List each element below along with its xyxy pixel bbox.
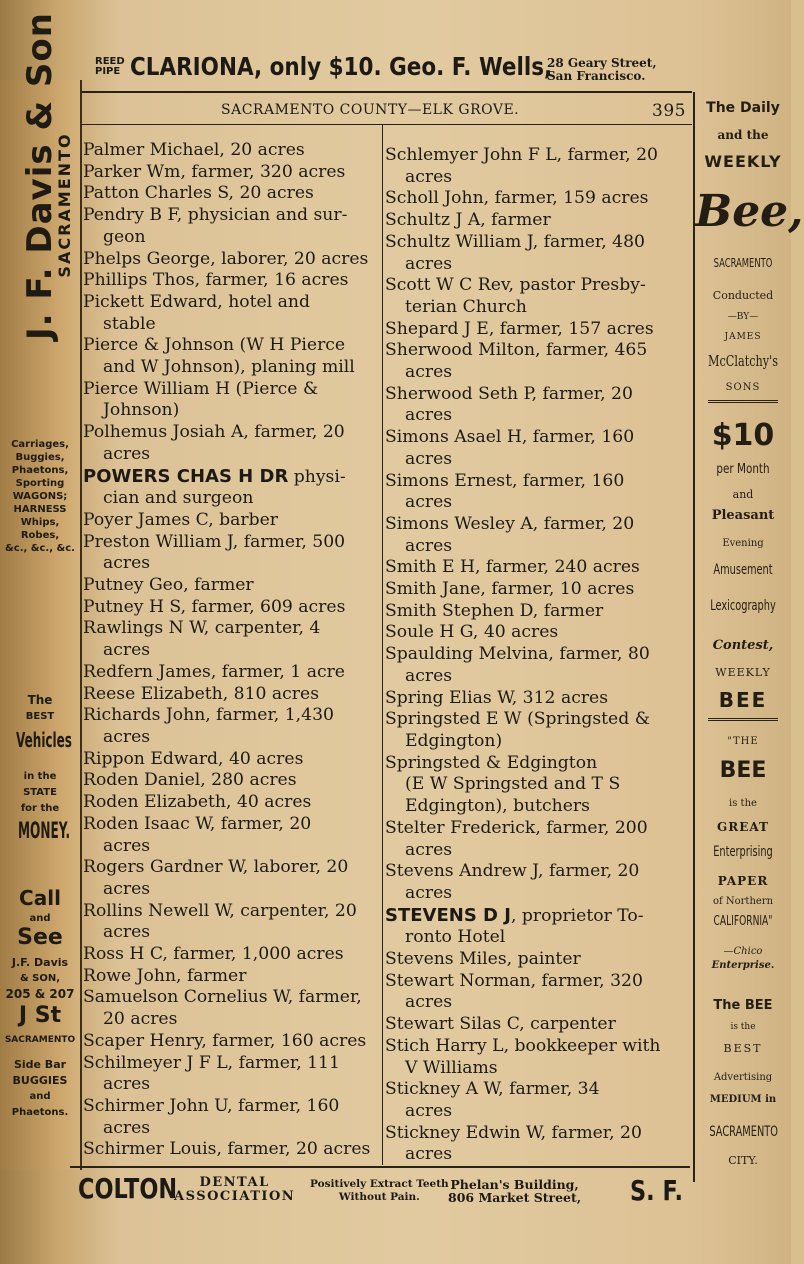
entry-text: Roden Daniel, 280 acres <box>83 770 297 791</box>
bottom-advertisement <box>78 1172 698 1212</box>
davis-in-the: in the <box>23 771 57 782</box>
directory-entry <box>385 340 687 383</box>
directory-entry <box>83 575 380 597</box>
entry-continuation: (E W Springsted and T S <box>405 774 621 795</box>
bee-california: CALIFORNIA" <box>713 914 773 929</box>
directory-entry <box>385 601 687 623</box>
entry-text: Spaulding Melvina, farmer, 80 <box>385 644 650 665</box>
directory-entry <box>385 188 687 210</box>
directory-entry <box>385 1123 687 1166</box>
bee-bee-3: BEE <box>719 758 767 783</box>
header-rule <box>80 124 692 125</box>
entry-text: Schirmer John U, farmer, 160 <box>83 1095 340 1116</box>
entry-text: Palmer Michael, 20 acres <box>83 140 305 160</box>
directory-entry <box>83 814 380 857</box>
davis-phaetons: Phaetons. <box>11 1107 69 1118</box>
directory-entry <box>385 949 687 971</box>
entry-text: Richards John, farmer, 1,430 <box>83 705 334 726</box>
bee-is-the: is the <box>729 798 757 809</box>
bee-divider-2 <box>708 718 778 721</box>
directory-entry <box>385 275 687 318</box>
entry-text: Reese Elizabeth, 810 acres <box>83 683 320 704</box>
san-francisco-abbrev: S. F. <box>630 1174 683 1207</box>
directory-entry <box>385 319 687 341</box>
entry-continuation: acres <box>103 835 151 856</box>
entry-text: Parker Wm, farmer, 320 acres <box>83 161 346 182</box>
entry-continuation: V Williams <box>405 1057 498 1078</box>
directory-entry <box>385 709 687 752</box>
entry-text: Phelps George, laborer, 20 acres <box>83 248 369 269</box>
davis-money: MONEY. <box>18 819 71 844</box>
page-header <box>86 100 686 122</box>
entry-continuation: acres <box>103 1074 151 1095</box>
entry-name-bold: POWERS CHAS H DR <box>83 465 289 487</box>
entry-text: Poyer James C, barber <box>83 509 278 530</box>
entry-text: Polhemus Josiah A, farmer, 20 <box>83 422 345 443</box>
entry-text: Schlemyer John F L, farmer, 20 <box>385 145 658 165</box>
entry-continuation: acres <box>103 1117 151 1138</box>
directory-entry <box>83 1096 380 1139</box>
entry-text: Patton Charles S, 20 acres <box>83 183 314 204</box>
entry-text: Scott W C Rev, pastor Presby- <box>385 275 646 296</box>
entry-text: Rippon Edward, 40 acres <box>83 748 304 769</box>
entry-text: Ross H C, farmer, 1,000 acres <box>83 944 344 965</box>
entry-text: Rawlings N W, carpenter, 4 <box>83 618 321 639</box>
entry-text: Roden Isaac W, farmer, 20 <box>83 813 312 834</box>
colton-name: COLTON <box>78 1172 178 1205</box>
entry-continuation: acres <box>405 166 453 187</box>
bee-the-daily: The Daily <box>706 100 780 116</box>
entry-continuation: geon <box>103 226 146 247</box>
bee-and-the: and the <box>717 128 769 142</box>
davis-address: 205 & 207 <box>5 987 75 1001</box>
entry-continuation: acres <box>405 665 453 686</box>
entry-text: Schultz William J, farmer, 480 <box>385 231 645 252</box>
entry-text: Simons Asael H, farmer, 160 <box>385 427 635 448</box>
extract-teeth-slogan: Positively Extract Teeth Without Pain. <box>310 1178 449 1203</box>
entry-text: Rowe John, farmer <box>83 965 247 986</box>
directory-entry <box>83 684 380 706</box>
bee-conducted: Conducted <box>712 289 774 302</box>
directory-entry <box>83 270 380 292</box>
entry-continuation: ronto Hotel <box>405 927 506 948</box>
left-listing-column <box>83 140 380 1161</box>
directory-entry <box>83 466 380 510</box>
entry-continuation: acres <box>405 253 453 274</box>
bee-contest: Contest, <box>712 638 774 653</box>
entry-text: Stich Harry L, bookkeeper with <box>385 1035 661 1056</box>
entry-continuation: acres <box>405 448 453 469</box>
directory-entry <box>83 249 380 271</box>
entry-continuation: stable <box>103 313 156 334</box>
entry-continuation: acres <box>103 922 151 943</box>
entry-continuation: Edgington) <box>405 730 503 751</box>
bee-by: —BY— <box>727 312 759 322</box>
entry-text: Preston William J, farmer, 500 <box>83 531 346 552</box>
directory-entry <box>385 427 687 470</box>
entry-continuation: acres <box>103 726 151 747</box>
davis-the: The <box>27 693 53 707</box>
bee-great: GREAT <box>717 820 769 834</box>
entry-continuation: 20 acres <box>103 1009 178 1030</box>
entry-text: Pendry B F, physician and sur- <box>83 205 348 226</box>
bee-pleasant: Pleasant <box>711 508 775 523</box>
directory-entry <box>385 861 687 904</box>
davis-buggies: BUGGIES <box>12 1074 68 1087</box>
entry-text: Soule H G, 40 acres <box>385 622 559 643</box>
entry-continuation: terian Church <box>405 296 527 317</box>
reed-pipe-label: REED PIPE <box>95 55 125 77</box>
top-advertisement <box>95 52 695 88</box>
bee-and: and <box>732 488 754 501</box>
page-number: 395 <box>652 101 686 121</box>
phelan-building-address: Phelan's Building, 806 Market Street, <box>448 1177 582 1205</box>
bee-the-bee: The BEE <box>713 998 773 1013</box>
directory-entry <box>385 514 687 557</box>
entry-continuation: acres <box>405 1144 453 1165</box>
directory-entry <box>83 792 380 814</box>
entry-text: Redfern James, farmer, 1 acre <box>83 661 345 682</box>
directory-entry <box>83 1053 380 1096</box>
entry-text: Smith Jane, farmer, 10 acres <box>385 579 635 600</box>
davis-call: Call <box>19 886 61 910</box>
entry-continuation: acres <box>405 1100 453 1121</box>
entry-continuation: acres <box>103 640 151 661</box>
entry-continuation: acres <box>103 553 151 574</box>
davis-best: BEST <box>25 711 55 722</box>
davis-sacramento: SACRAMENTO <box>4 1035 76 1045</box>
directory-entry <box>83 705 380 748</box>
entry-continuation: acres <box>405 992 453 1013</box>
entry-text: Shepard J E, farmer, 157 acres <box>385 318 654 339</box>
bee-lexicography: Lexicography <box>710 598 776 614</box>
davis-son: & SON, <box>19 973 61 984</box>
entry-continuation: acres <box>405 839 453 860</box>
bee-advertising: Advertising <box>713 1072 773 1083</box>
entry-continuation: acres <box>405 405 453 426</box>
entry-text: Sherwood Milton, farmer, 465 <box>385 340 648 361</box>
directory-entry <box>83 662 380 684</box>
directory-entry <box>83 422 380 465</box>
directory-entry <box>83 510 380 532</box>
entry-text: , proprietor To- <box>510 905 644 926</box>
dental-association: DENTAL ASSOCIATION <box>174 1175 296 1204</box>
davis-side-bar: Side Bar <box>13 1058 67 1071</box>
directory-entry <box>385 232 687 275</box>
bee-logo: Bee, <box>695 186 804 237</box>
bee-of-northern: of Northern <box>712 896 774 907</box>
directory-entry <box>385 818 687 861</box>
page-title: SACRAMENTO COUNTY—ELK GROVE. <box>221 102 520 118</box>
directory-entry <box>83 597 380 619</box>
davis-vehicles: Vehicles <box>16 728 72 752</box>
entry-text: Samuelson Cornelius W, farmer, <box>83 987 362 1008</box>
entry-text: physi- <box>288 466 346 487</box>
entry-text: Simons Ernest, farmer, 160 <box>385 470 625 491</box>
directory-entry <box>83 770 380 792</box>
directory-entry <box>385 1079 687 1122</box>
entry-text: Schultz J A, farmer <box>385 210 551 231</box>
entry-continuation: cian and surgeon <box>103 488 254 509</box>
directory-entry <box>385 1036 687 1079</box>
davis-and: and <box>29 913 51 924</box>
directory-entry <box>385 557 687 579</box>
directory-entry <box>385 905 687 949</box>
entry-text: Smith E H, farmer, 240 acres <box>385 557 640 578</box>
directory-entry <box>83 944 380 966</box>
bee-enterprise: Enterprise. <box>711 960 775 971</box>
bee-divider-1 <box>708 400 778 403</box>
bee-enterprising: Enterprising <box>713 844 773 860</box>
entry-text: Stickney Edwin W, farmer, 20 <box>385 1122 642 1143</box>
left-advertisement <box>0 12 82 1170</box>
entry-text: Scholl John, farmer, 159 acres <box>385 188 649 209</box>
entry-text: Pierce William H (Pierce & <box>83 378 319 399</box>
entry-continuation: Johnson) <box>103 400 180 421</box>
directory-entry <box>83 749 380 771</box>
directory-entry <box>83 379 380 422</box>
entry-continuation: acres <box>405 362 453 383</box>
bee-is-the-2: is the <box>730 1022 756 1032</box>
bee-sons: SONS <box>725 382 761 393</box>
directory-entry <box>385 753 687 818</box>
entry-text: Smith Stephen D, farmer <box>385 600 604 621</box>
davis-goods-list: Carriages, Buggies, Phaetons, Sporting WAGONS; HARNESS Whips, Robes, &c., &c., &c. <box>5 439 75 554</box>
bee-weekly: WEEKLY <box>704 152 782 171</box>
bee-james: JAMES <box>724 332 762 342</box>
bee-evening: Evening <box>722 538 764 549</box>
davis-firm-name: J. F. Davis & Son <box>20 12 60 340</box>
directory-entry <box>385 622 687 644</box>
bee-paper: PAPER <box>717 874 769 888</box>
entry-text: Roden Elizabeth, 40 acres <box>83 792 312 813</box>
entry-text: Sherwood Seth P, farmer, 20 <box>385 383 633 404</box>
directory-entry <box>83 987 380 1030</box>
entry-continuation: acres <box>405 882 453 903</box>
directory-entry <box>83 335 380 378</box>
entry-text: Pickett Edward, hotel and <box>83 291 310 312</box>
directory-entry <box>83 901 380 944</box>
entry-text: Rogers Gardner W, laborer, 20 <box>83 857 349 878</box>
entry-text: Phillips Thos, farmer, 16 acres <box>83 270 349 291</box>
bee-weekly-2: WEEKLY <box>715 666 771 679</box>
bee-best: BEST <box>723 1042 763 1055</box>
entry-text: Spring Elias W, 312 acres <box>385 687 609 708</box>
directory-entry <box>83 618 380 661</box>
directory-entry <box>83 966 380 988</box>
bee-city: CITY. <box>728 1154 758 1167</box>
bee-per-month: per Month <box>716 462 770 477</box>
entry-text: Putney Geo, farmer <box>83 575 254 596</box>
directory-entry <box>83 162 380 184</box>
entry-text: Stewart Norman, farmer, 320 <box>385 970 643 991</box>
directory-entry <box>83 857 380 900</box>
directory-entry <box>83 140 380 162</box>
bottom-rule <box>70 1166 690 1168</box>
directory-entry <box>83 1031 380 1053</box>
entry-name-bold: STEVENS D J <box>385 904 511 926</box>
bee-sacramento: SACRAMENTO <box>713 256 773 270</box>
entry-continuation: Edgington), butchers <box>405 796 590 817</box>
entry-text: Stickney A W, farmer, 34 <box>385 1079 600 1100</box>
directory-entry <box>83 532 380 575</box>
entry-text: Stevens Andrew J, farmer, 20 <box>385 861 640 882</box>
clariona-ad-text: CLARIONA, only $10. Geo. F. Wells, <box>129 52 552 81</box>
directory-entry <box>385 579 687 601</box>
wells-address: 28 Geary Street, San Francisco. <box>547 56 657 83</box>
entry-text: Schirmer Louis, farmer, 20 acres <box>83 1139 371 1160</box>
directory-entry <box>83 205 380 248</box>
directory-entry <box>83 183 380 205</box>
entry-text: Stewart Silas C, carpenter <box>385 1014 616 1035</box>
directory-entry <box>385 471 687 514</box>
davis-state: STATE <box>23 787 57 798</box>
entry-text: Scaper Henry, farmer, 160 acres <box>83 1030 367 1051</box>
bee-quote-the: "THE <box>727 736 759 747</box>
right-advertisement <box>693 92 804 1182</box>
entry-continuation: acres <box>405 535 453 556</box>
directory-entry <box>385 384 687 427</box>
entry-text: Springsted E W (Springsted & <box>385 709 650 730</box>
top-rule <box>80 91 692 93</box>
davis-see: See <box>17 925 63 950</box>
directory-entry <box>83 292 380 335</box>
davis-j-st: J St <box>18 1003 62 1028</box>
entry-continuation: and W Johnson), planing mill <box>103 357 355 378</box>
entry-continuation: acres <box>405 492 453 513</box>
entry-continuation: acres <box>103 443 151 464</box>
entry-text: Springsted & Edgington <box>385 752 598 773</box>
bee-sacramento-2: SACRAMENTO <box>709 1124 778 1140</box>
directory-entry <box>83 1139 380 1161</box>
directory-entry <box>385 145 687 188</box>
directory-entry <box>385 644 687 687</box>
davis-city: SACRAMENTO <box>55 132 74 278</box>
davis-jf-davis: J.F. Davis <box>11 956 69 969</box>
davis-for-the: for the <box>20 803 60 814</box>
bee-amusement: Amusement <box>713 562 773 578</box>
column-divider <box>382 125 383 1165</box>
directory-entry <box>385 688 687 710</box>
entry-text: Stevens Miles, painter <box>385 949 581 970</box>
directory-entry <box>385 971 687 1014</box>
middle-listing-column <box>385 145 687 1166</box>
entry-text: Simons Wesley A, farmer, 20 <box>385 513 635 534</box>
entry-text: Putney H S, farmer, 609 acres <box>83 596 346 617</box>
bee-chico: —Chico <box>723 946 763 957</box>
davis-and2: and <box>29 1091 51 1102</box>
bee-medium-in: MEDIUM in <box>709 1094 777 1105</box>
entry-text: Stelter Frederick, farmer, 200 <box>385 817 648 838</box>
entry-text: Pierce & Johnson (W H Pierce <box>83 335 346 356</box>
directory-entry <box>385 210 687 232</box>
bee-bee-2: BEE <box>718 688 768 712</box>
entry-text: Rollins Newell W, carpenter, 20 <box>83 900 357 921</box>
directory-entry <box>385 1014 687 1036</box>
entry-text: Schilmeyer J F L, farmer, 111 <box>83 1052 340 1073</box>
bee-price: $10 <box>711 418 775 453</box>
entry-continuation: acres <box>103 878 151 899</box>
bee-mcclatchy: McClatchy's <box>707 352 779 370</box>
